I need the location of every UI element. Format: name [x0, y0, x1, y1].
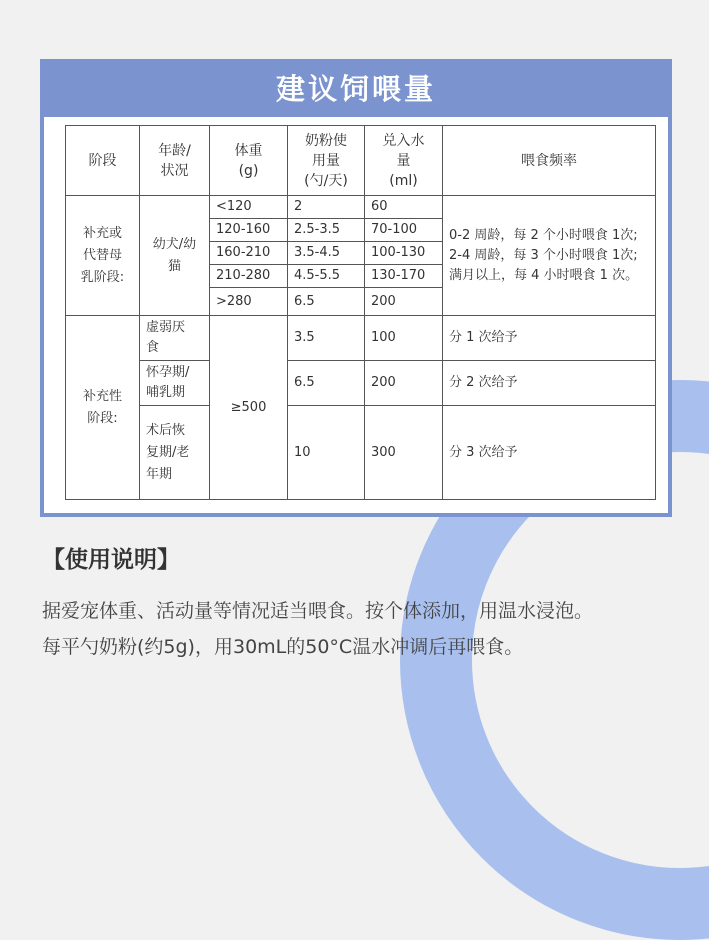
header-stage: 阶段: [66, 126, 140, 196]
table-row: [66, 316, 656, 361]
header-weight: 体重 (g): [210, 126, 288, 196]
weight-cell: 210-280: [210, 265, 288, 288]
stage-1-name: 补充或 代替母 乳阶段:: [66, 196, 140, 316]
powder-cell: 3.5-4.5: [288, 242, 365, 265]
weight-cell: 160-210: [210, 242, 288, 265]
water-cell: 200: [365, 361, 443, 406]
water-cell: 200: [365, 288, 443, 316]
status-cell: 虚弱厌 食: [140, 316, 210, 361]
powder-cell: 6.5: [288, 361, 365, 406]
usage-heading: 【使用说明】: [42, 547, 180, 573]
frequency-line: 2-4 周龄，每 3 个小时喂食 1次;: [449, 247, 638, 263]
status-cell: 怀孕期/ 哺乳期: [140, 361, 210, 406]
frequency-line: 满月以上，每 4 小时喂食 1 次。: [449, 267, 639, 283]
water-cell: 70-100: [365, 219, 443, 242]
feeding-table: [65, 125, 656, 500]
frequency-cell: 分 3 次给予: [443, 406, 656, 500]
frequency-cell: 分 1 次给予: [443, 316, 656, 361]
table-header-row: [66, 126, 656, 196]
frequency-line: 0-2 周龄，每 2 个小时喂食 1次;: [449, 227, 638, 243]
table-row: [66, 406, 656, 500]
stage-2-name: 补充性 阶段:: [66, 316, 140, 500]
usage-line: 每平勺奶粉(约5g)，用30mL的50°C温水冲调后再喂食。: [42, 636, 524, 658]
water-cell: 130-170: [365, 265, 443, 288]
header-age: 年龄/ 状况: [140, 126, 210, 196]
weight-cell: 120-160: [210, 219, 288, 242]
water-cell: 60: [365, 196, 443, 219]
powder-cell: 6.5: [288, 288, 365, 316]
powder-cell: 4.5-5.5: [288, 265, 365, 288]
table-row: [66, 361, 656, 406]
powder-cell: 3.5: [288, 316, 365, 361]
water-cell: 300: [365, 406, 443, 500]
usage-line: 据爱宠体重、活动量等情况适当喂食。按个体添加，用温水浸泡。: [42, 600, 594, 622]
stage-1-frequency: [443, 196, 656, 316]
header-water: 兑入水 量 (ml): [365, 126, 443, 196]
header-powder: 奶粉使 用量 (勺/天): [288, 126, 365, 196]
powder-cell: 10: [288, 406, 365, 500]
powder-cell: 2.5-3.5: [288, 219, 365, 242]
header-frequency: 喂食频率: [443, 126, 656, 196]
panel-title: 建议饲喂量: [275, 72, 436, 106]
water-cell: 100: [365, 316, 443, 361]
status-cell: 术后恢 复期/老 年期: [140, 406, 210, 500]
stage-1-age: 幼犬/幼 猫: [140, 196, 210, 316]
powder-cell: 2: [288, 196, 365, 219]
weight-cell: <120: [210, 196, 288, 219]
frequency-cell: 分 2 次给予: [443, 361, 656, 406]
stage-2-weight: ≥500: [210, 316, 288, 500]
water-cell: 100-130: [365, 242, 443, 265]
weight-cell: >280: [210, 288, 288, 316]
table-row: [66, 196, 656, 219]
